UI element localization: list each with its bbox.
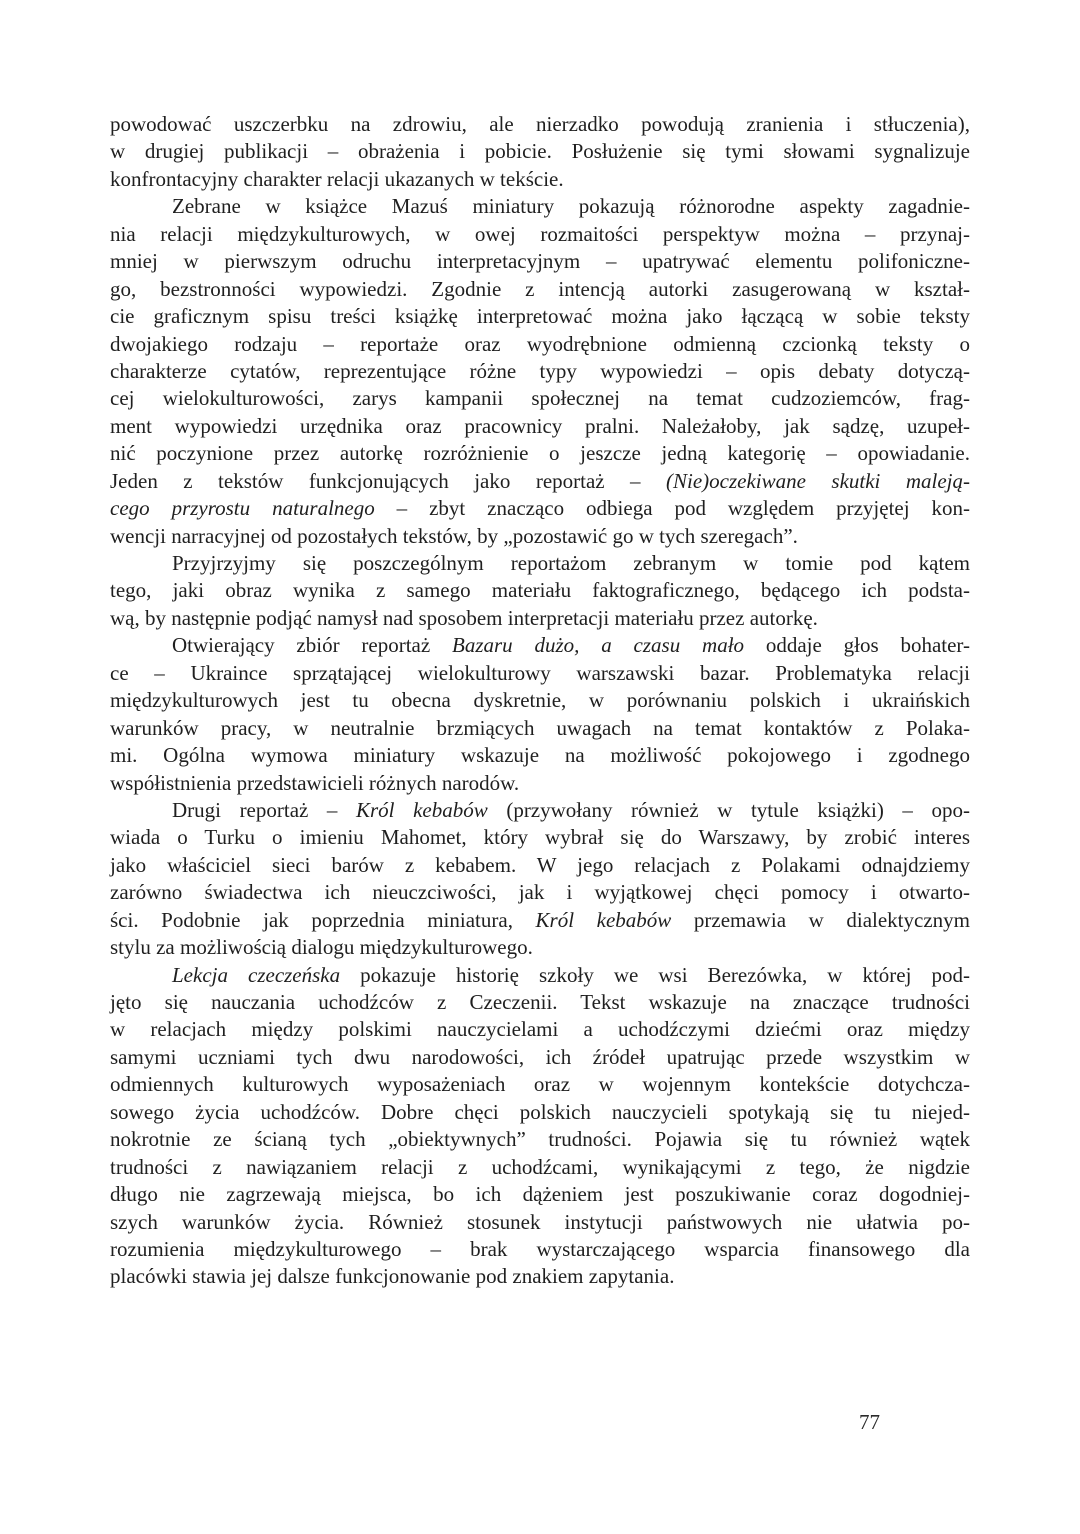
- text-segment: (przywołany również w tytule książki) – opo-: [487, 797, 970, 822]
- text-segment: tego, jaki obraz wynika z samego materiału faktograficznego, będącego ich podsta-: [110, 578, 970, 603]
- text-line: [110, 824, 970, 851]
- text-line: [110, 166, 970, 193]
- text-line: [110, 605, 970, 632]
- text-segment: stylu za możliwością dialogu międzykulturowego.: [110, 935, 533, 960]
- text-line: [110, 111, 970, 138]
- text-line: [110, 715, 970, 742]
- text-line: [110, 1044, 970, 1071]
- text-line: [110, 1154, 970, 1181]
- text-line: [110, 934, 970, 961]
- italic-title-segment: Król kebabów: [356, 797, 488, 822]
- text-segment: konfrontacyjny charakter relacji ukazanych w tekście.: [110, 166, 564, 191]
- text-line: [110, 523, 970, 550]
- text-segment: Zebrane w książce Mazuś miniatury pokazują różnorodne aspekty zagadnie-: [172, 194, 970, 219]
- text-line: [110, 413, 970, 440]
- text-segment: ce – Ukraince sprzątającej wielokulturowy warszawski bazar. Problematyka relacji: [110, 660, 970, 685]
- text-line: [110, 907, 970, 934]
- text-line: [110, 1236, 970, 1263]
- text-segment: zarówno świadectwa ich nieuczciwości, jak i wyjątkowej chęci pomocy i otwarto-: [110, 880, 970, 905]
- text-segment: międzykulturowych jest tu obecna dyskretnie, w porównaniu polskich i ukraińskich: [110, 688, 970, 713]
- text-line: [110, 331, 970, 358]
- text-segment: trudności z nawiązaniem relacji z uchodźcami, wynikającymi z tego, że nigdzie: [110, 1154, 970, 1179]
- text-segment: Jeden z tekstów funkcjonujących jako reportaż –: [110, 468, 667, 493]
- italic-title-segment: Bazaru dużo, a czasu mało: [452, 633, 745, 658]
- text-line: [110, 1263, 970, 1290]
- text-line: [110, 385, 970, 412]
- text-line: [110, 1209, 970, 1236]
- text-line: [110, 797, 970, 824]
- text-segment: placówki stawia jej dalsze funkcjonowanie pod znakiem zapytania.: [110, 1264, 675, 1289]
- text-line: [110, 495, 970, 522]
- text-segment: w drugiej publikacji – obrażenia i pobicie. Posłużenie się tymi słowami sygnalizuje: [110, 139, 970, 164]
- text-segment: szych warunków życia. Również stosunek instytucji państwowych nie ułatwia po-: [110, 1209, 970, 1234]
- text-line: [110, 1071, 970, 1098]
- text-segment: mi. Ogólna wymowa miniatury wskazuje na możliwość pokojowego i zgodnego: [110, 743, 970, 768]
- text-segment: pokazuje historię szkoły we wsi Berezówka, w której pod-: [340, 962, 970, 987]
- text-segment: nokrotnie ze ścianą tych „obiektywnych” trudności. Pojawia się tu również wątek: [110, 1127, 970, 1152]
- text-line: [110, 248, 970, 275]
- text-segment: warunków pracy, w neutralnie brzmiących uwagach na temat kontaktów z Polaka-: [110, 715, 970, 740]
- text-segment: mniej w pierwszym odruchu interpretacyjnym – upatrywać elementu polifoniczne-: [110, 249, 970, 274]
- text-segment: w relacjach między polskimi nauczycielami a uchodźczymi dziećmi oraz między: [110, 1017, 970, 1042]
- italic-title-segment: (Nie)oczekiwane skutki maleją-: [666, 468, 970, 493]
- text-line: [110, 303, 970, 330]
- text-line: [110, 358, 970, 385]
- text-segment: jako właściciel sieci barów z kebabem. W jego relacjach z Polakami odnajdziemy: [110, 852, 970, 877]
- text-line: [110, 550, 970, 577]
- text-line: [110, 962, 970, 989]
- text-line: [110, 660, 970, 687]
- text-line: [110, 879, 970, 906]
- text-line: [110, 1181, 970, 1208]
- text-segment: sowego życia uchodźców. Dobre chęci polskich nauczycieli spotykają się tu niejed-: [110, 1099, 970, 1124]
- text-line: [110, 852, 970, 879]
- text-segment: Otwierający zbiór reportaż: [172, 633, 452, 658]
- text-segment: wencji narracyjnej od pozostałych tekstów, by „pozostawić go w tych szeregach”.: [110, 523, 798, 548]
- italic-title-segment: Lekcja czeczeńska: [172, 962, 341, 987]
- text-line: [110, 770, 970, 797]
- text-segment: nić poczynione przez autorkę rozróżnienie o jeszcze jedną kategorię – opowiadanie.: [110, 441, 970, 466]
- text-line: [110, 221, 970, 248]
- text-segment: ment wypowiedzi urzędnika oraz pracownicy pralni. Należałoby, jak sądzę, uzupeł-: [110, 413, 970, 438]
- text-line: [110, 632, 970, 659]
- text-segment: współistnienia przedstawicieli różnych narodów.: [110, 770, 520, 795]
- text-segment: długo nie zagrzewają miejsca, bo ich dążeniem jest poszukiwanie coraz dogodniej-: [110, 1182, 970, 1207]
- text-segment: odmiennych kulturowych wyposażeniach oraz w wojennym kontekście dotychcza-: [110, 1072, 970, 1097]
- text-segment: go, bezstronności wypowiedzi. Zgodnie z intencją autorki zasugerowaną w kształ-: [110, 276, 970, 301]
- text-line: [110, 989, 970, 1016]
- text-segment: samymi uczniami tych dwu narodowości, ich źródeł upatrując przede wszystkim w: [110, 1044, 970, 1069]
- text-line: [110, 468, 970, 495]
- text-line: [110, 193, 970, 220]
- text-segment: charakterze cytatów, reprezentujące różne typy wypowiedzi – opis debaty dotyczą-: [110, 358, 970, 383]
- text-line: [110, 138, 970, 165]
- text-segment: ści. Podobnie jak poprzednia miniatura,: [110, 907, 536, 932]
- text-segment: nia relacji międzykulturowych, w owej rozmaitości perspektyw można – przynaj-: [110, 221, 970, 246]
- text-line: [110, 1126, 970, 1153]
- text-segment: oddaje głos bohater-: [744, 633, 971, 658]
- text-segment: cej wielokulturowości, zarys kampanii społecznej na temat cudzoziemców, frag-: [110, 386, 970, 411]
- text-line: [110, 1016, 970, 1043]
- text-line: [110, 276, 970, 303]
- text-line: [110, 687, 970, 714]
- italic-title-segment: Król kebabów: [535, 907, 672, 932]
- text-line: [110, 1099, 970, 1126]
- text-segment: rozumienia międzykulturowego – brak wystarczającego wsparcia finansowego dla: [110, 1236, 970, 1261]
- text-segment: przemawia w dialektycznym: [671, 907, 970, 932]
- text-line: [110, 742, 970, 769]
- text-segment: Przyjrzyjmy się poszczególnym reportażom zebranym w tomie pod kątem: [172, 551, 970, 575]
- text-segment: powodować uszczerbku na zdrowiu, ale nierzadko powodują zranienia i stłuczenia),: [110, 112, 970, 136]
- text-segment: jęto się nauczania uchodźców z Czeczenii. Tekst wskazuje na znaczące trudności: [110, 990, 970, 1014]
- text-segment: – zbyt znacząco odbiega pod względem przyjętej kon-: [374, 496, 970, 521]
- body-text: [110, 111, 970, 1291]
- page-number: 77: [859, 1410, 880, 1434]
- text-line: [110, 577, 970, 604]
- text-segment: Drugi reportaż –: [172, 797, 356, 822]
- text-line: [110, 440, 970, 467]
- text-segment: cie graficznym spisu treści książkę interpretować można jako łączącą w sobie teksty: [110, 304, 970, 329]
- italic-title-segment: cego przyrostu naturalnego: [110, 496, 375, 521]
- text-segment: wą, by następnie podjąć namysł nad sposobem interpretacji materiału przez autorkę.: [110, 605, 818, 630]
- text-segment: dwojakiego rodzaju – reportaże oraz wyodrębnione odmienną czcionką teksty o: [110, 331, 970, 356]
- text-segment: wiada o Turku o imieniu Mahomet, który wybrał się do Warszawy, by zrobić interes: [110, 825, 970, 850]
